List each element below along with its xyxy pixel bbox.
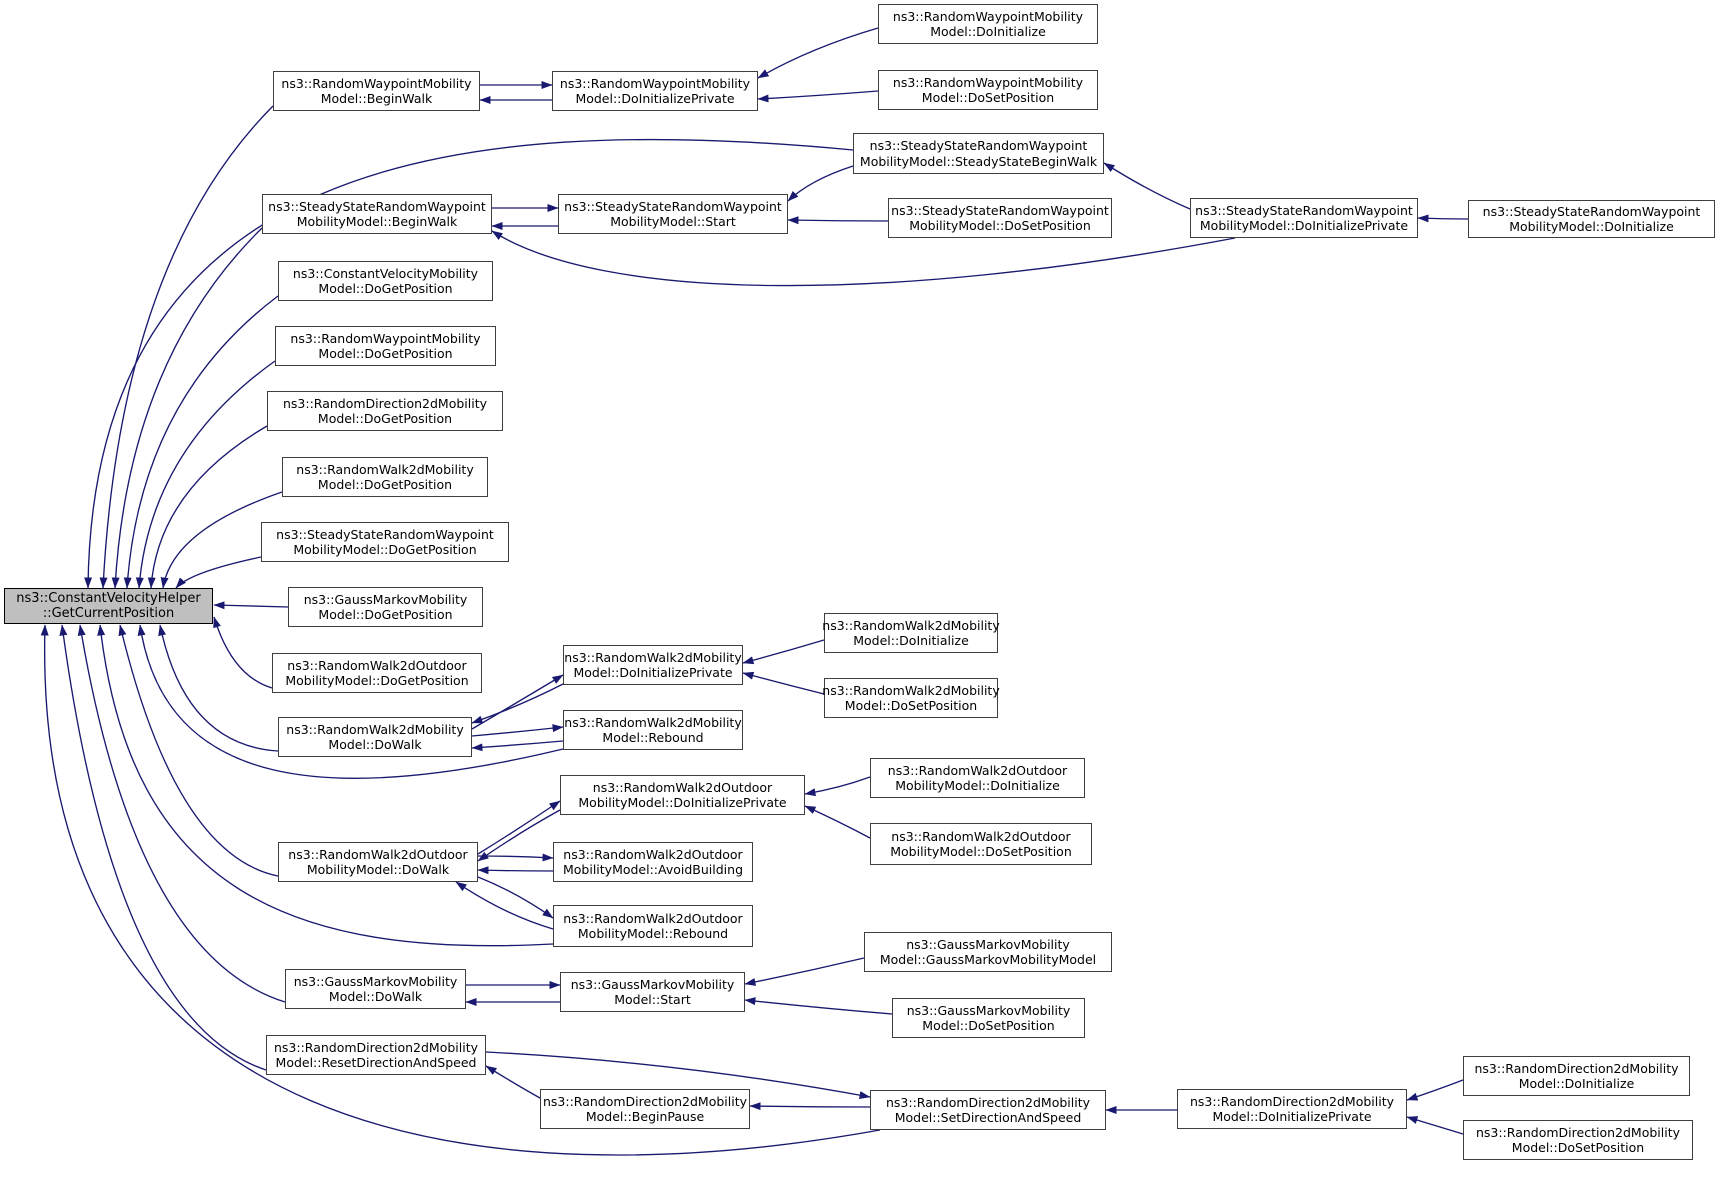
graph-node-gm_ctor[interactable] bbox=[864, 932, 1112, 972]
call-edge-ss_beginwalk-to-c bbox=[115, 228, 262, 588]
graph-node-rw_rebound[interactable] bbox=[563, 710, 743, 750]
graph-node-rd_reset[interactable] bbox=[266, 1035, 486, 1075]
graph-node-label: ns3::RandomWalk2dMobility bbox=[822, 682, 1000, 698]
call-edge-ss_doinitprivate-to-ss_ssbeginwalk bbox=[1104, 163, 1190, 209]
call-edge-gm_dosetpos-to-gm_start bbox=[745, 1000, 892, 1014]
graph-node-label: ns3::ConstantVelocityMobility bbox=[292, 265, 479, 281]
graph-node-label: ns3::RandomDirection2dMobility bbox=[273, 1039, 478, 1055]
graph-node-label: ns3::GaussMarkovMobility bbox=[570, 976, 735, 992]
call-edge-rwo_doinit-to-rwo_doinitprivate bbox=[805, 777, 870, 794]
graph-node-rwp_dogetpos[interactable] bbox=[275, 326, 496, 366]
graph-node-label: ns3::RandomWalk2dMobility bbox=[286, 721, 464, 737]
graph-node-label: ns3::RandomWalk2dOutdoor bbox=[288, 846, 468, 862]
graph-node-label: MobilityModel::DoInitialize bbox=[895, 778, 1060, 793]
graph-node-label: ns3::ConstantVelocityHelper bbox=[16, 590, 201, 606]
graph-node-rwo_dowalk[interactable] bbox=[278, 842, 478, 882]
graph-node-label: MobilityModel::DoInitialize bbox=[1509, 219, 1674, 234]
call-edge-gm_ctor-to-gm_start bbox=[745, 958, 864, 984]
graph-node-label: ns3::RandomWalk2dOutdoor bbox=[592, 779, 773, 795]
graph-node-gm_dosetpos[interactable] bbox=[892, 998, 1085, 1038]
graph-node-label: ns3::SteadyStateRandomWaypoint bbox=[891, 202, 1109, 218]
call-edge-gm_dogetpos-to-c bbox=[214, 605, 288, 607]
graph-node-label: ns3::GaussMarkovMobility bbox=[293, 973, 458, 989]
graph-node-label: ns3::RandomWaypointMobility bbox=[290, 330, 481, 346]
graph-node-rwo_rebound[interactable] bbox=[553, 905, 753, 947]
graph-node-ss_dogetpos[interactable] bbox=[261, 522, 509, 562]
graph-node-label: Model::DoInitialize bbox=[1518, 1076, 1635, 1091]
graph-node-rw_dosetpos[interactable] bbox=[824, 678, 998, 718]
graph-node-label: Model::DoInitialize bbox=[930, 24, 1046, 39]
graph-node-rwo_avoidbuilding[interactable] bbox=[553, 842, 753, 882]
graph-node-label: Model::DoWalk bbox=[328, 737, 422, 752]
graph-node-rwp_dosetpos[interactable] bbox=[878, 70, 1098, 110]
graph-node-rwo_doinit[interactable] bbox=[870, 758, 1085, 798]
call-edge-ss_doinitprivate-to-ss_beginwalk bbox=[492, 231, 1235, 286]
graph-node-ss_beginwalk[interactable] bbox=[262, 194, 492, 234]
call-edge-rw_doinitprivate-to-rw_dowalk bbox=[472, 684, 563, 723]
call-edge-rwp_dogetpos-to-c bbox=[139, 361, 275, 588]
call-edge-rw_rebound-to-rw_dowalk bbox=[472, 741, 563, 748]
graph-node-label: ns3::RandomWalk2dOutdoor bbox=[563, 846, 743, 862]
call-edge-ss_dogetpos-to-c bbox=[176, 557, 261, 588]
graph-node-rwp_doinitprivate[interactable] bbox=[552, 71, 758, 111]
graph-node-label: Model::BeginWalk bbox=[320, 91, 433, 106]
graph-node-label: Model::DoSetPosition bbox=[844, 698, 978, 713]
graph-node-label: ns3::SteadyStateRandomWaypoint bbox=[1195, 202, 1413, 218]
call-edge-rw_doinit-to-rw_doinitprivate bbox=[743, 640, 824, 663]
call-edge-rwp_doinit-to-rwp_doinitprivate bbox=[758, 28, 878, 78]
graph-node-label: Model::DoGetPosition bbox=[318, 607, 453, 622]
call-edge-rd_dogetpos-to-c bbox=[151, 426, 267, 588]
call-edge-rwo_dowalk-to-rwo_doinitprivate bbox=[478, 801, 560, 854]
graph-node-rw_dowalk[interactable] bbox=[278, 717, 472, 757]
call-edge-rwo_avoidbuilding-to-rwo_dowalk bbox=[478, 870, 553, 871]
graph-node-rw_doinitprivate[interactable] bbox=[563, 645, 743, 685]
call-edge-rwo_dogetpos-to-c bbox=[214, 617, 272, 688]
graph-node-label: ns3::RandomWaypointMobility bbox=[892, 8, 1084, 24]
graph-node-rwp_doinit[interactable] bbox=[878, 4, 1098, 44]
graph-node-label: ::GetCurrentPosition bbox=[42, 606, 175, 621]
call-edge-gm_dowalk-to-c bbox=[80, 625, 285, 1002]
graph-node-label: Model::ResetDirectionAndSpeed bbox=[275, 1055, 477, 1070]
graph-node-gm_dogetpos[interactable] bbox=[288, 587, 483, 627]
call-edge-rd_setdirspeed-to-rd_beginpause bbox=[750, 1106, 870, 1107]
graph-node-label: ns3::RandomDirection2dMobility bbox=[1475, 1124, 1680, 1140]
call-edge-rwo_dosetpos-to-rwo_doinitprivate bbox=[805, 806, 870, 838]
graph-node-rd_dogetpos[interactable] bbox=[267, 391, 503, 431]
graph-node-ss_doinitprivate[interactable] bbox=[1190, 198, 1418, 238]
graph-node-label: ns3::RandomWaypointMobility bbox=[892, 74, 1084, 90]
graph-node-cv_dogetpos[interactable] bbox=[278, 261, 493, 301]
graph-node-rd_dosetpos[interactable] bbox=[1463, 1120, 1693, 1160]
graph-node-label: MobilityModel::DoInitializePrivate bbox=[1199, 218, 1409, 233]
call-edge-rw_dowalk-to-c bbox=[160, 625, 278, 751]
graph-node-label: MobilityModel::DoSetPosition bbox=[909, 218, 1091, 233]
graph-node-label: MobilityModel::AvoidBuilding bbox=[562, 862, 744, 877]
graph-node-label: ns3::SteadyStateRandomWaypoint bbox=[268, 198, 486, 214]
graph-node-label: ns3::RandomDirection2dMobility bbox=[885, 1094, 1090, 1110]
graph-node-label: MobilityModel::SteadyStateBeginWalk bbox=[859, 153, 1098, 169]
call-edge-rwo_dowalk-to-rwo_avoidbuilding bbox=[478, 856, 553, 858]
graph-node-label: ns3::SteadyStateRandomWaypoint bbox=[276, 526, 494, 542]
graph-node-label: ns3::RandomWalk2dMobility bbox=[564, 714, 742, 730]
graph-node-label: ns3::RandomWaypointMobility bbox=[281, 75, 472, 91]
graph-node-label: ns3::RandomDirection2dMobility bbox=[1474, 1060, 1679, 1076]
graph-node-label: ns3::RandomWalk2dOutdoor bbox=[563, 910, 743, 926]
graph-node-rd_doinit[interactable] bbox=[1463, 1056, 1690, 1096]
graph-node-label: MobilityModel::DoGetPosition bbox=[293, 542, 477, 557]
graph-node-label: Model::BeginPause bbox=[585, 1109, 705, 1124]
call-edge-rd_doinit-to-rd_doinitprivate bbox=[1407, 1080, 1463, 1100]
call-edge-cv_dogetpos-to-c bbox=[127, 296, 278, 588]
graph-node-label: Model::DoInitialize bbox=[853, 633, 969, 648]
graph-node-rwo_dogetpos[interactable] bbox=[272, 653, 482, 693]
call-edge-rwp_dosetpos-to-rwp_doinitprivate bbox=[758, 91, 878, 99]
graph-node-rwo_dosetpos[interactable] bbox=[870, 823, 1092, 865]
graph-node-label: ns3::RandomWalk2dOutdoor bbox=[287, 657, 467, 673]
graph-node-ss_doinit[interactable] bbox=[1468, 200, 1715, 238]
graph-node-label: Model::DoSetPosition bbox=[921, 90, 1055, 105]
graph-node-label: Model::GaussMarkovMobilityModel bbox=[879, 952, 1097, 967]
graph-node-ss_ssbeginwalk[interactable] bbox=[853, 133, 1104, 174]
graph-node-label: Model::DoGetPosition bbox=[317, 411, 453, 426]
graph-node-label: Model::SetDirectionAndSpeed bbox=[894, 1110, 1082, 1125]
graph-node-gm_start[interactable] bbox=[560, 972, 745, 1012]
graph-node-label: Model::DoGetPosition bbox=[318, 281, 453, 296]
graph-node-label: ns3::GaussMarkovMobility bbox=[303, 591, 468, 607]
graph-node-rd_doinitprivate[interactable] bbox=[1177, 1089, 1407, 1129]
graph-node-label: ns3::RandomWalk2dMobility bbox=[564, 649, 742, 665]
graph-node-label: Model::DoWalk bbox=[328, 989, 423, 1004]
call-edge-ss_dosetpos-to-ss_start bbox=[788, 220, 888, 221]
graph-node-label: MobilityModel::DoGetPosition bbox=[285, 673, 469, 688]
graph-node-rd_beginpause[interactable] bbox=[540, 1089, 750, 1129]
graph-node-label: Model::DoGetPosition bbox=[318, 346, 453, 361]
graph-node-label: MobilityModel::BeginWalk bbox=[296, 214, 458, 229]
call-edge-rd_beginpause-to-rd_reset bbox=[486, 1066, 540, 1098]
graph-node-ss_dosetpos[interactable] bbox=[888, 198, 1112, 238]
graph-node-label: Model::DoInitializePrivate bbox=[575, 91, 735, 106]
call-edge-rw_dosetpos-to-rw_doinitprivate bbox=[743, 673, 824, 694]
graph-node-label: ns3::SteadyStateRandomWaypoint bbox=[564, 198, 782, 214]
graph-node-rw_dogetpos[interactable] bbox=[282, 457, 488, 497]
graph-node-label: MobilityModel::DoInitializePrivate bbox=[578, 795, 787, 810]
call-edge-rwo_dowalk-to-rwo_rebound bbox=[478, 877, 553, 918]
graph-node-label: Model::DoInitializePrivate bbox=[1212, 1109, 1372, 1124]
graph-node-label: ns3::RandomWalk2dOutdoor bbox=[891, 828, 1071, 844]
graph-node-label: Model::Start bbox=[614, 992, 691, 1007]
graph-node-label: ns3::SteadyStateRandomWaypoint bbox=[869, 138, 1088, 153]
graph-node-c bbox=[4, 588, 213, 624]
graph-node-label: ns3::RandomWalk2dMobility bbox=[822, 617, 1000, 633]
graph-node-label: ns3::RandomWalk2dMobility bbox=[296, 461, 474, 477]
graph-node-label: ns3::RandomDirection2dMobility bbox=[282, 395, 487, 411]
call-edge-ss_doinit-to-ss_doinitprivate bbox=[1418, 218, 1468, 219]
call-edge-rwo_dowalk-to-c bbox=[120, 625, 278, 876]
graph-node-label: ns3::RandomWaypointMobility bbox=[559, 75, 751, 91]
call-edge-rd_dosetpos-to-rd_doinitprivate bbox=[1407, 1117, 1463, 1134]
call-edge-rwp_beginwalk-to-c bbox=[103, 106, 273, 588]
graph-node-label: MobilityModel::DoWalk bbox=[306, 862, 450, 877]
graph-node-ss_start[interactable] bbox=[558, 194, 788, 234]
call-edge-rw_dowalk-to-rw_rebound bbox=[472, 727, 563, 736]
graph-node-label: ns3::RandomWalk2dOutdoor bbox=[887, 762, 1068, 778]
call-edge-rwo_doinitprivate-to-rwo_dowalk bbox=[478, 810, 560, 861]
graph-node-gm_dowalk[interactable] bbox=[285, 969, 466, 1009]
graph-node-label: MobilityModel::DoSetPosition bbox=[890, 844, 1072, 859]
graph-node-rwp_beginwalk[interactable] bbox=[273, 71, 480, 111]
graph-node-rd_setdirspeed[interactable] bbox=[870, 1090, 1106, 1130]
graph-node-label: ns3::GaussMarkovMobility bbox=[906, 936, 1070, 952]
graph-node-label: ns3::RandomDirection2dMobility bbox=[542, 1093, 747, 1109]
graph-node-label: ns3::GaussMarkovMobility bbox=[906, 1002, 1071, 1018]
graph-node-label: ns3::RandomDirection2dMobility bbox=[1189, 1093, 1394, 1109]
graph-node-rwo_doinitprivate[interactable] bbox=[560, 775, 805, 815]
graph-node-label: ns3::SteadyStateRandomWaypoint bbox=[1482, 203, 1701, 219]
graph-node-label: MobilityModel::Start bbox=[610, 214, 736, 229]
graph-node-label: Model::DoInitializePrivate bbox=[573, 665, 733, 680]
call-edge-ss_ssbeginwalk-to-ss_start bbox=[788, 166, 853, 201]
call-edge-rw_dowalk-to-rw_doinitprivate bbox=[472, 675, 563, 729]
graph-node-label: Model::DoGetPosition bbox=[317, 477, 453, 492]
graph-node-label: Model::DoSetPosition bbox=[922, 1018, 1055, 1033]
graph-node-label: Model::Rebound bbox=[602, 730, 704, 745]
graph-node-rw_doinit[interactable] bbox=[824, 613, 998, 653]
graph-node-label: MobilityModel::Rebound bbox=[577, 926, 729, 941]
graph-node-label: Model::DoSetPosition bbox=[1511, 1140, 1645, 1155]
